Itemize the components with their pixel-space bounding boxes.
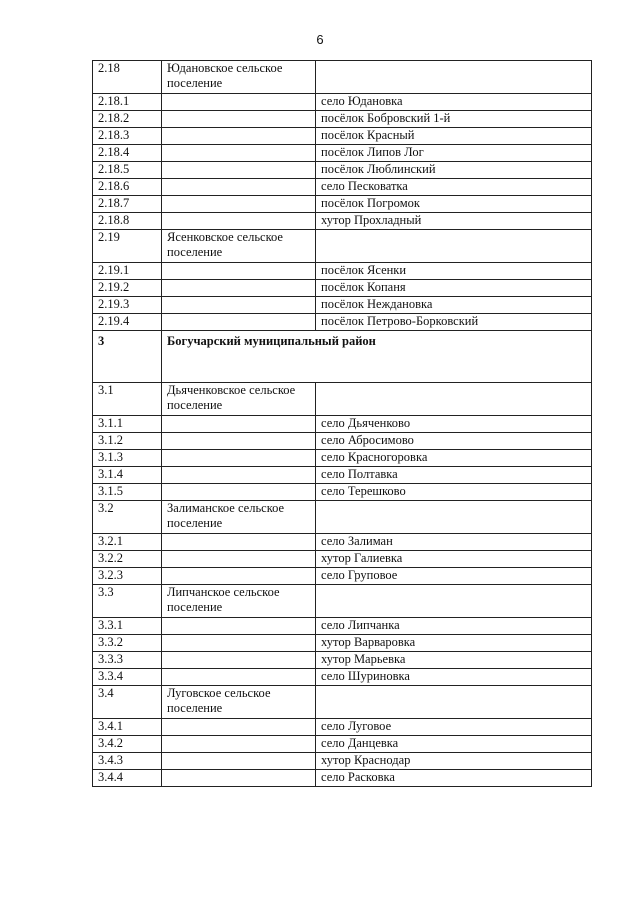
locality-name-cell: хутор Варваровка xyxy=(316,635,592,652)
code-cell: 3.1 xyxy=(93,383,162,416)
locality-row xyxy=(93,467,592,484)
locality-name-cell: хутор Марьевка xyxy=(316,652,592,669)
locality-name-cell: посёлок Неждановка xyxy=(316,297,592,314)
settlement-name-cell xyxy=(162,94,316,111)
settlement-name-cell: Луговское сельское поселение xyxy=(162,686,316,719)
code-cell: 3.2.2 xyxy=(93,551,162,568)
code-cell: 3.4.1 xyxy=(93,719,162,736)
code-cell: 3.1.5 xyxy=(93,484,162,501)
locality-row xyxy=(93,618,592,635)
locality-name-cell xyxy=(316,501,592,534)
locality-row xyxy=(93,179,592,196)
settlement-name-cell xyxy=(162,669,316,686)
locality-name-cell xyxy=(316,686,592,719)
code-cell: 2.18.2 xyxy=(93,111,162,128)
district-name-cell: Богучарский муниципальный район xyxy=(162,331,592,383)
settlements-table xyxy=(92,60,592,787)
locality-row xyxy=(93,753,592,770)
locality-name-cell: посёлок Погромок xyxy=(316,196,592,213)
locality-name-cell: село Дьяченково xyxy=(316,416,592,433)
locality-row xyxy=(93,263,592,280)
settlement-name-cell xyxy=(162,111,316,128)
locality-name-cell: село Абросимово xyxy=(316,433,592,450)
settlement-row xyxy=(93,230,592,263)
settlement-name-cell xyxy=(162,314,316,331)
locality-row xyxy=(93,551,592,568)
code-cell: 2.18.8 xyxy=(93,213,162,230)
locality-row xyxy=(93,652,592,669)
code-cell: 3.4.4 xyxy=(93,770,162,787)
locality-name-cell xyxy=(316,585,592,618)
code-cell: 2.18.4 xyxy=(93,145,162,162)
code-cell: 2.18.6 xyxy=(93,179,162,196)
settlement-name-cell: Ясенковское сельское поселение xyxy=(162,230,316,263)
settlement-name-cell xyxy=(162,128,316,145)
locality-row xyxy=(93,94,592,111)
settlement-name-cell xyxy=(162,196,316,213)
locality-row xyxy=(93,635,592,652)
locality-name-cell: село Липчанка xyxy=(316,618,592,635)
locality-row xyxy=(93,416,592,433)
settlement-name-cell: Залиманское сельское поселение xyxy=(162,501,316,534)
locality-name-cell: село Юдановка xyxy=(316,94,592,111)
code-cell: 2.18.5 xyxy=(93,162,162,179)
locality-name-cell: посёлок Петрово-Борковский xyxy=(316,314,592,331)
locality-name-cell: село Полтавка xyxy=(316,467,592,484)
locality-name-cell: село Песковатка xyxy=(316,179,592,196)
locality-name-cell: село Терешково xyxy=(316,484,592,501)
code-cell: 3.3.4 xyxy=(93,669,162,686)
locality-name-cell: посёлок Ясенки xyxy=(316,263,592,280)
settlement-name-cell xyxy=(162,652,316,669)
settlement-name-cell xyxy=(162,162,316,179)
locality-row xyxy=(93,297,592,314)
code-cell: 3.3.3 xyxy=(93,652,162,669)
locality-row xyxy=(93,162,592,179)
locality-name-cell: посёлок Люблинский xyxy=(316,162,592,179)
code-cell: 3.4.3 xyxy=(93,753,162,770)
locality-name-cell: село Груповое xyxy=(316,568,592,585)
code-cell: 2.18.1 xyxy=(93,94,162,111)
locality-row xyxy=(93,669,592,686)
settlement-row xyxy=(93,383,592,416)
code-cell: 3.4 xyxy=(93,686,162,719)
locality-name-cell: село Шуриновка xyxy=(316,669,592,686)
locality-name-cell xyxy=(316,61,592,94)
table-body xyxy=(93,61,592,787)
code-cell: 3.3 xyxy=(93,585,162,618)
settlement-name-cell xyxy=(162,213,316,230)
code-cell: 3.2 xyxy=(93,501,162,534)
code-cell: 3 xyxy=(93,331,162,383)
locality-name-cell: посёлок Красный xyxy=(316,128,592,145)
code-cell: 3.1.2 xyxy=(93,433,162,450)
code-cell: 2.19 xyxy=(93,230,162,263)
locality-name-cell: село Луговое xyxy=(316,719,592,736)
settlement-name-cell xyxy=(162,635,316,652)
settlement-name-cell xyxy=(162,618,316,635)
code-cell: 3.1.1 xyxy=(93,416,162,433)
settlement-name-cell: Дьяченковское сельское поселение xyxy=(162,383,316,416)
settlement-row xyxy=(93,686,592,719)
settlement-name-cell xyxy=(162,450,316,467)
code-cell: 2.18.3 xyxy=(93,128,162,145)
settlement-name-cell xyxy=(162,770,316,787)
locality-name-cell: хутор Прохладный xyxy=(316,213,592,230)
locality-row xyxy=(93,450,592,467)
settlement-name-cell xyxy=(162,551,316,568)
code-cell: 2.19.4 xyxy=(93,314,162,331)
settlement-row xyxy=(93,501,592,534)
locality-row xyxy=(93,213,592,230)
settlement-name-cell xyxy=(162,263,316,280)
code-cell: 2.18 xyxy=(93,61,162,94)
settlement-name-cell: Липчанское сельское поселение xyxy=(162,585,316,618)
settlement-name-cell xyxy=(162,433,316,450)
settlement-row xyxy=(93,61,592,94)
locality-name-cell: посёлок Липов Лог xyxy=(316,145,592,162)
locality-name-cell: посёлок Бобровский 1-й xyxy=(316,111,592,128)
locality-name-cell: село Данцевка xyxy=(316,736,592,753)
locality-name-cell: хутор Краснодар xyxy=(316,753,592,770)
code-cell: 2.18.7 xyxy=(93,196,162,213)
locality-row xyxy=(93,534,592,551)
locality-row xyxy=(93,280,592,297)
locality-row xyxy=(93,196,592,213)
district-row xyxy=(93,331,592,383)
page-number: 6 xyxy=(316,32,324,47)
settlement-name-cell xyxy=(162,568,316,585)
locality-row xyxy=(93,128,592,145)
locality-row xyxy=(93,111,592,128)
locality-name-cell xyxy=(316,230,592,263)
locality-name-cell: село Расковка xyxy=(316,770,592,787)
locality-row xyxy=(93,314,592,331)
settlement-name-cell xyxy=(162,753,316,770)
settlement-name-cell xyxy=(162,416,316,433)
code-cell: 2.19.3 xyxy=(93,297,162,314)
code-cell: 3.3.2 xyxy=(93,635,162,652)
locality-name-cell xyxy=(316,383,592,416)
locality-row xyxy=(93,719,592,736)
code-cell: 3.1.4 xyxy=(93,467,162,484)
locality-row xyxy=(93,484,592,501)
settlement-name-cell xyxy=(162,736,316,753)
settlement-name-cell xyxy=(162,145,316,162)
locality-name-cell: хутор Галиевка xyxy=(316,551,592,568)
code-cell: 3.2.3 xyxy=(93,568,162,585)
locality-row xyxy=(93,736,592,753)
code-cell: 3.1.3 xyxy=(93,450,162,467)
settlement-name-cell xyxy=(162,719,316,736)
locality-name-cell: село Красногоровка xyxy=(316,450,592,467)
locality-name-cell: село Залиман xyxy=(316,534,592,551)
code-cell: 3.3.1 xyxy=(93,618,162,635)
settlement-name-cell: Юдановское сельское поселение xyxy=(162,61,316,94)
locality-row xyxy=(93,433,592,450)
settlement-name-cell xyxy=(162,280,316,297)
locality-name-cell: посёлок Копаня xyxy=(316,280,592,297)
settlement-name-cell xyxy=(162,484,316,501)
code-cell: 3.4.2 xyxy=(93,736,162,753)
locality-row xyxy=(93,568,592,585)
code-cell: 3.2.1 xyxy=(93,534,162,551)
settlement-name-cell xyxy=(162,534,316,551)
locality-row xyxy=(93,145,592,162)
locality-row xyxy=(93,770,592,787)
settlement-row xyxy=(93,585,592,618)
settlement-name-cell xyxy=(162,179,316,196)
code-cell: 2.19.2 xyxy=(93,280,162,297)
settlement-name-cell xyxy=(162,297,316,314)
code-cell: 2.19.1 xyxy=(93,263,162,280)
settlement-name-cell xyxy=(162,467,316,484)
